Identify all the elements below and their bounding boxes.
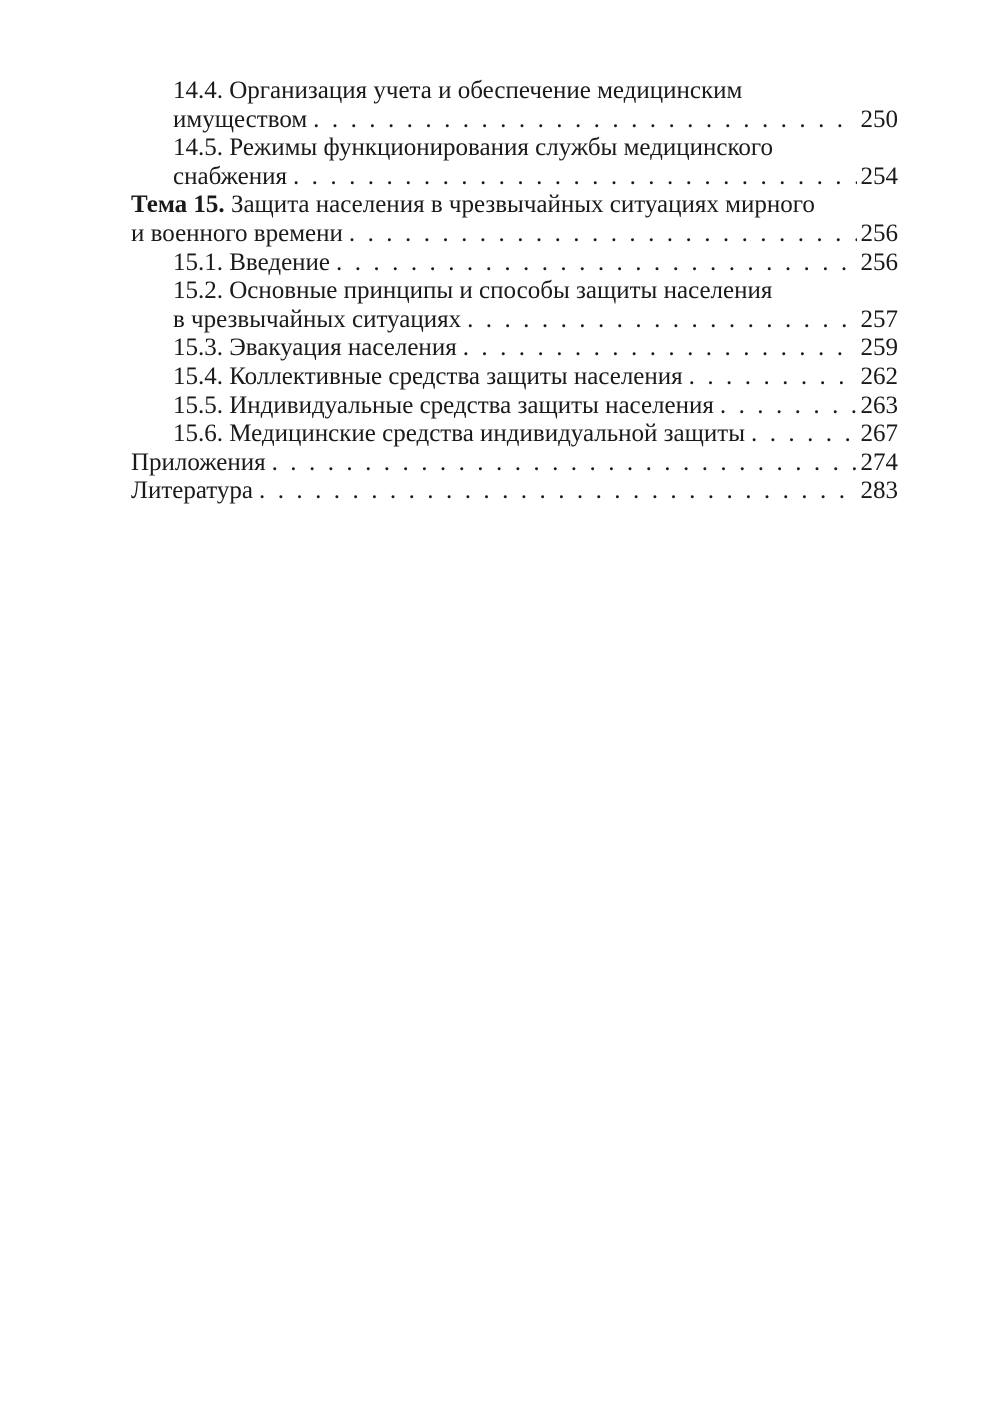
dot-leader [689, 363, 857, 392]
toc-entry-title: 15.4. Коллективные средства защиты населения [173, 362, 683, 390]
toc-entry-15-1[interactable] [131, 249, 898, 278]
toc-entry-number: 14.4. [173, 77, 223, 104]
dot-leader [293, 163, 857, 192]
toc-entry-title-cont: и военного времени [131, 219, 343, 247]
toc-entry-title: Приложения [131, 448, 266, 476]
toc-page-number: 263 [860, 391, 898, 419]
toc-topic-label: Тема 15. [131, 191, 225, 219]
toc-page-number: 250 [860, 105, 898, 133]
toc-entry-title-cont: в чрезвычайных ситуациях [173, 305, 462, 333]
toc-entry-15-6[interactable] [131, 420, 898, 449]
dot-leader [272, 449, 857, 478]
toc-page-number: 267 [860, 420, 898, 448]
toc-entry-number: 15.1. [173, 248, 223, 276]
toc-entry-title: 15.1. Введение [173, 248, 331, 276]
toc-page-number: 254 [860, 162, 898, 190]
toc-entry-title: 14.5. Режимы функционирования службы медицинского [173, 134, 774, 162]
toc-entry-title-cont: имуществом [173, 105, 308, 133]
toc-entry-number: 14.5. [173, 134, 223, 162]
toc-page-number: 259 [860, 334, 898, 362]
toc-entry-15-4[interactable] [131, 363, 898, 392]
toc-entry-14-4[interactable] [131, 77, 898, 134]
toc-entry-title: Тема 15. Защита населения в чрезвычайных ситуациях мирного [131, 191, 815, 219]
dot-leader [259, 477, 857, 506]
toc-entry-title: 15.5. Индивидуальные средства защиты населения [173, 391, 714, 419]
dot-leader [313, 106, 856, 135]
toc-entry-title: 15.3. Эвакуация населения [173, 334, 457, 362]
toc-entry-references[interactable] [131, 477, 898, 506]
dot-leader [467, 306, 856, 335]
toc-entry-appendices[interactable] [131, 449, 898, 478]
dot-leader [751, 420, 857, 449]
toc-entry-title: 15.6. Медицинские средства индивидуальной защиты [173, 420, 745, 448]
toc-entry-title: Литература [131, 477, 253, 505]
toc-entry-number: 15.2. [173, 277, 223, 305]
toc-page-number: 256 [860, 248, 898, 276]
toc-page-number: 257 [860, 305, 898, 333]
toc-entry-topic-15[interactable] [131, 191, 898, 248]
toc-entry-number: 15.5. [173, 391, 223, 419]
toc-entry-title: 15.2. Основные принципы и способы защиты населения [173, 277, 773, 305]
dot-leader [349, 220, 857, 249]
toc-entry-15-5[interactable] [131, 392, 898, 421]
toc-entry-number: 15.3. [173, 334, 223, 362]
toc-entry-14-5[interactable] [131, 134, 898, 191]
toc-page-number: 262 [860, 362, 898, 390]
dot-leader [336, 249, 856, 278]
toc-entry-number: 15.4. [173, 362, 223, 390]
toc-page-number: 274 [860, 448, 898, 476]
toc-entry-title-cont: снабжения [173, 162, 287, 190]
toc-entry-number: 15.6. [173, 420, 223, 448]
toc-entry-title: 14.4. Организация учета и обеспечение медицинским [173, 77, 743, 104]
toc-page-number: 256 [860, 219, 898, 247]
dot-leader [720, 392, 857, 421]
dot-leader [463, 334, 857, 363]
toc-page-number: 283 [860, 477, 898, 505]
toc-entry-15-3[interactable] [131, 334, 898, 363]
table-of-contents [131, 77, 898, 506]
toc-entry-15-2[interactable] [131, 277, 898, 334]
